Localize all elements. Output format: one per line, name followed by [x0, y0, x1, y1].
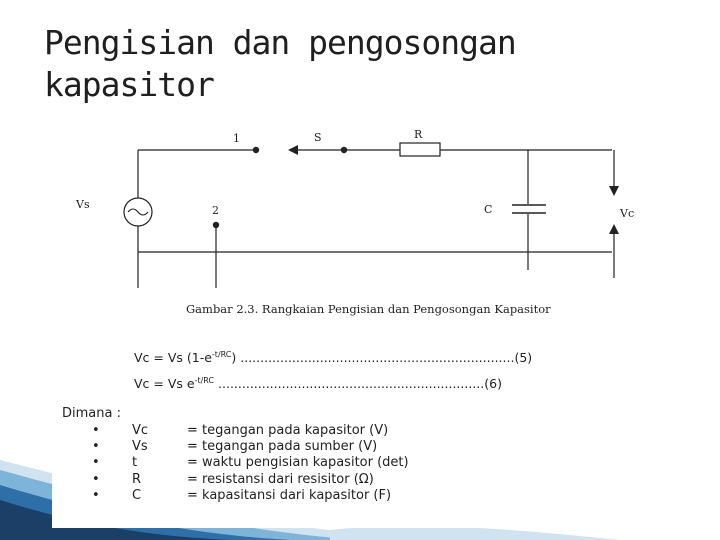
definition-symbol: Vc [132, 423, 149, 438]
definition-symbol: C [132, 487, 142, 503]
slide-title-line1: Pengisian dan pengosongan [44, 23, 516, 62]
definitions-heading: Dimana : [62, 406, 121, 421]
equation-discharging-exponent: -t/RC [194, 376, 215, 385]
label-node-1: 1 [233, 132, 240, 145]
definition-symbol: t [132, 455, 138, 471]
definition-text: = waktu pengisian kapasitor (det) [187, 455, 409, 471]
vc-arrow-down-icon [609, 186, 619, 196]
label-resistor: R [414, 128, 423, 141]
definition-text: = tegangan pada sumber (V) [187, 439, 378, 455]
definition-row [62, 423, 389, 439]
equation-discharging [134, 376, 502, 391]
node-2-dot [213, 222, 219, 228]
definition-text: = resistansi dari resisitor (Ω) [187, 471, 374, 487]
bullet-icon: • [92, 471, 100, 487]
definition-row [62, 487, 392, 504]
equation-discharging-leader: ................................................................... [218, 376, 485, 392]
label-output: Vc [620, 207, 635, 220]
label-capacitor: C [484, 203, 493, 216]
node-1-dot [253, 147, 259, 153]
equation-charging-number: (5) [514, 350, 533, 366]
circuit-figure [52, 128, 660, 528]
figure-caption: Gambar 2.3. Rangkaian Pengisian dan Pengosongan Kapasitor [186, 302, 551, 316]
equation-charging-lhs: Vc = Vs (1-e [134, 350, 212, 366]
equation-discharging-number: (6) [484, 376, 502, 392]
slide-title [44, 22, 684, 106]
label-source: Vs [76, 198, 90, 211]
definition-symbol: Vs [132, 439, 148, 455]
equation-charging-leader: ..................................................................... [240, 350, 515, 366]
definition-symbol: R [132, 471, 142, 487]
definitions-list [62, 406, 409, 504]
label-node-2: 2 [212, 204, 219, 217]
slide-title-line2: kapasitor [44, 65, 214, 104]
equation-charging [134, 350, 532, 365]
resistor-icon [400, 143, 440, 156]
bullet-icon: • [92, 487, 100, 503]
definition-text: = kapasitansi dari kapasitor (F) [187, 487, 392, 503]
definition-text: = tegangan pada kapasitor (V) [187, 423, 389, 438]
equation-discharging-lhs: Vc = Vs e [134, 376, 195, 392]
bullet-icon: • [92, 455, 100, 471]
bullet-icon: • [92, 439, 100, 455]
label-switch: S [314, 131, 322, 144]
bullet-icon: • [92, 423, 100, 438]
definition-row [62, 439, 378, 455]
circuit-diagram [52, 128, 660, 303]
equation-charging-exponent: -t/RC [211, 350, 232, 359]
switch-arrow-icon [288, 145, 298, 155]
definition-row [62, 455, 409, 471]
definition-row [62, 471, 374, 488]
equation-charging-rhs: ) [231, 350, 237, 366]
